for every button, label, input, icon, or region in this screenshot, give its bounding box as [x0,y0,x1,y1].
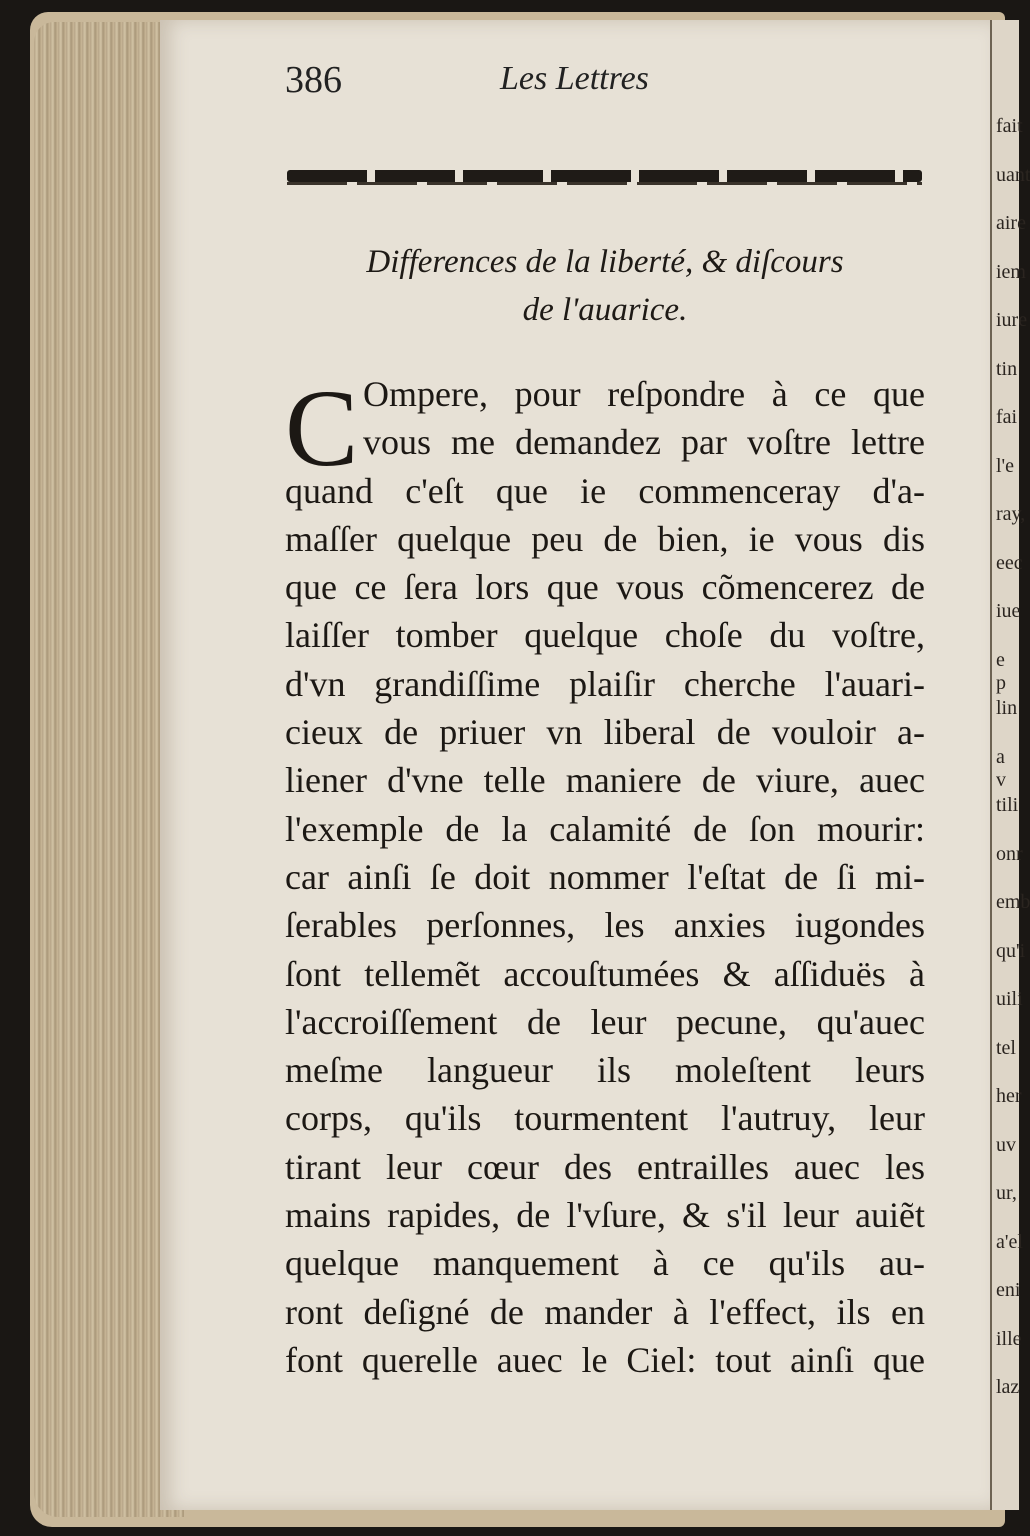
facing-page-fragment: iue [996,600,1021,622]
facing-page-fragment: tili [996,794,1019,816]
body-line: quand c'eſt que ie commenceray d'a- [285,470,925,511]
facing-page-fragment: a'el [996,1230,1023,1253]
body-line: mains rapides, de l'vſure, & s'il leur auiẽt [285,1195,925,1236]
facing-page-fragment: uili [996,988,1023,1010]
running-title: Les Lettres [500,60,649,97]
facing-page-fragment: iem [996,260,1026,283]
facing-page-fragment: iure [996,309,1028,331]
drop-cap: C [285,367,359,489]
body-line: cieux de priuer vn liberal de vouloir a- [285,712,925,753]
facing-page-fragment: laz [996,1376,1020,1398]
body-line: d'vn grandiſſime plaiſir cherche l'auari- [285,663,925,704]
body-line: quelque manquement à ce qu'ils au- [285,1243,925,1284]
ornamental-rule-lower [287,182,922,185]
ornamental-rule [287,170,922,182]
page-number: 386 [285,59,342,101]
body-line: laiſſer tomber quelque choſe du voſtre, [285,615,925,656]
facing-page-edge [990,20,1030,1510]
facing-page-fragment: uant [996,163,1030,186]
heading-line-1: Differences de la liberté, & diſcours [366,244,844,280]
facing-page-fragment: aire [996,212,1026,234]
body-line: ſont tellemẽt accouſtumées & aſſiduës à [285,953,925,994]
facing-page-fragment: ille [996,1327,1022,1350]
facing-page-fragment: eni [996,1279,1021,1301]
body-line: meſme langueur ils moleſtent leurs [285,1050,925,1091]
facing-page-fragment: tin [996,357,1018,380]
body-line: Ompere, pour reſpondre à ce que [363,374,925,414]
facing-page-fragment: lin [996,697,1018,719]
heading-line-2: de l'auarice. [522,292,688,328]
facing-page-fragment: tel [996,1036,1016,1059]
body-line: car ainſi ſe doit nommer l'eſtat de ſi mi- [285,856,925,897]
facing-page-fragment: eec [996,551,1023,574]
letter-heading [300,238,910,334]
body-line: corps, qu'ils tourmentent l'autruy, leur [285,1098,925,1139]
running-head [285,58,925,108]
body-line: ront deſigné de mander à l'effect, ils en [285,1291,925,1332]
body-line: vous me demandez par voſtre lettre [363,422,925,463]
facing-page-fragment: l'e [996,454,1015,477]
facing-page-fragment: ur, [996,1182,1017,1204]
facing-page-fragment: fai [996,406,1018,428]
body-line: tirant leur cœur des entrailles auec les [285,1146,925,1187]
facing-page-fragment: e p [996,648,1006,694]
facing-page-fragment: onr [996,842,1023,865]
body-line: ſerables perſonnes, les anxies iugondes [285,905,925,946]
facing-page-fragment: qu'i [996,939,1026,962]
body-line: font querelle auec le Ciel: tout ainſi que [285,1339,925,1380]
body-lines [285,367,925,1384]
body-line: maſſer quelque peu de bien, ie vous dis [285,518,925,559]
facing-page-fragment: fait [996,115,1023,137]
body-line: l'exemple de la calamité de ſon mourir: [285,808,925,849]
body-line: l'accroiſſement de leur pecune, qu'auec [285,1001,925,1042]
facing-page-fragment: a v [996,745,1006,791]
facing-page-fragment: uv [996,1133,1016,1156]
facing-page-fragment: emb [996,891,1030,913]
body-line: que ce ſera lors que vous cõmencerez de [285,567,925,608]
facing-page-fragment: ray, [996,503,1026,525]
body-line: liener d'vne telle maniere de viure, auec [285,760,925,801]
facing-page-fragment: her [996,1085,1022,1107]
letter-body [285,367,925,1384]
